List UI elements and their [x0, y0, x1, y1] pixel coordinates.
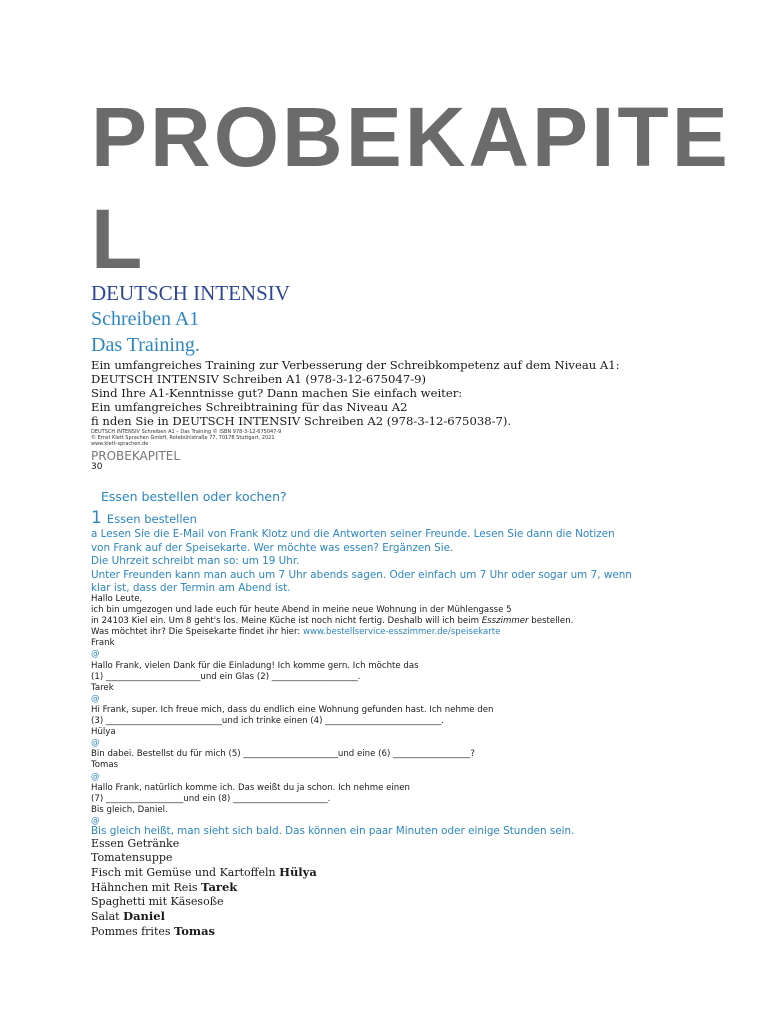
exercise-number: 1 [91, 508, 102, 528]
menu-dish: Spaghetti mit Käsesoße [91, 895, 224, 908]
menu-header: Essen Getränke [91, 837, 180, 850]
closing-note: Bis gleich heißt, man sieht sich bald. Das können ein paar Minuten oder einige Stunden sein. [91, 825, 575, 837]
chapter-title: Essen bestellen oder kochen? [101, 489, 287, 504]
reply-author: Tarek [91, 682, 114, 693]
reply-gap-line: (1) ______________________und ein Glas (2) ____________________. [91, 671, 361, 682]
desc-line: DEUTSCH INTENSIV Schreiben A1 (978-3-12-675047-9) [91, 372, 427, 386]
big-title-line2: L [91, 192, 146, 286]
at-icon: @ [91, 693, 100, 704]
menu-item [91, 851, 711, 865]
email-body [91, 594, 711, 827]
big-title-line1: PROBEKAPITE [91, 90, 731, 184]
at-icon: @ [91, 815, 100, 826]
menu-person: Hülya [279, 865, 317, 879]
at-icon: @ [91, 771, 100, 782]
subtitle2: Das Training. [91, 334, 200, 356]
desc-line: fi nden Sie in DEUTSCH INTENSIV Schreiben A2 (978-3-12-675038-7). [91, 414, 512, 428]
menu-notes [91, 837, 711, 939]
reply-gap-line: (3) ___________________________und ich trinke einen (4) ___________________________. [91, 716, 444, 727]
instructions [91, 528, 711, 596]
menu-dish: Hähnchen mit Reis [91, 881, 201, 894]
page-number: 30 [91, 462, 103, 472]
menu-link[interactable]: www.bestellservice-esszimmer.de/speisekarte [302, 627, 501, 638]
subtitle: Schreiben A1 [91, 308, 200, 330]
fine-print [91, 429, 711, 447]
menu-person: Tarek [200, 880, 238, 894]
menu-item [91, 924, 711, 939]
menu-dish: Fisch mit Gemüse und Kartoffeln [91, 866, 280, 879]
menu-item [91, 895, 711, 909]
email-line: ich bin umgezogen und lade euch für heute Abend in meine neue Wohnung in der Mühlengasse 5 [91, 605, 512, 616]
email-text: Was möchtet ihr? Die Speisekarte findet ihr hier: [91, 627, 303, 638]
exercise-title: Essen bestellen [106, 512, 197, 526]
reply-line: Hi Frank, super. Ich freue mich, dass du endlich eine Wohnung gefunden hast. Ich nehme den [91, 704, 494, 715]
desc-line: Ein umfangreiches Training zur Verbesserung der Schreibkompetenz auf dem Niveau A1: [91, 358, 620, 372]
reply-gap-line: Bin dabei. Bestellst du für mich (5) ______________________und eine (6) __________________? [91, 749, 475, 760]
cover-description [91, 358, 711, 428]
email-emphasis: Esszimmer [481, 616, 529, 627]
email-line: Hallo Leute, [91, 594, 143, 604]
series-title: DEUTSCH INTENSIV [91, 281, 290, 305]
menu-dish: Pommes frites [91, 925, 175, 938]
desc-line: Sind Ihre A1-Kenntnisse gut? Dann machen Sie einfach weiter: [91, 386, 463, 400]
instruction-line: a Lesen Sie die E-Mail von Frank Klotz und die Antworten seiner Freunde. Lesen Sie dann die Notizen [91, 528, 615, 540]
instruction-line: Die Uhrzeit schreibt man so: um 19 Uhr. [91, 555, 300, 568]
email-line [91, 627, 711, 638]
reply-author: Bis gleich, Daniel. [91, 804, 168, 815]
menu-item [91, 909, 711, 924]
menu-item [91, 865, 711, 880]
exercise-heading [91, 508, 711, 529]
menu-person: Tomas [174, 924, 216, 938]
reply-line: Hallo Frank, vielen Dank für die Einladung! Ich komme gern. Ich möchte das [91, 660, 419, 671]
fine-print-line: © Ernst Klett Sprachen GmbH, Rotebühlstraße 77, 70178 Stuttgart, 2021 [91, 435, 275, 441]
reply-author: Hülya [91, 727, 116, 738]
email-signature: Frank [91, 638, 115, 649]
instruction-line: Unter Freunden kann man auch um 7 Uhr abends sagen. Oder einfach um 7 Uhr oder sogar um 7, wenn [91, 568, 632, 581]
cover-big-title [91, 86, 731, 290]
desc-line: Ein umfangreiches Schreibtraining für das Niveau A2 [91, 400, 408, 414]
instruction-line: klar ist, dass der Termin am Abend ist. [91, 582, 291, 595]
menu-item [91, 880, 711, 895]
email-text: in 24103 Kiel ein. Um 8 geht's los. Meine Küche ist noch nicht fertig. Deshalb will ich beim [91, 616, 482, 627]
instruction-line: von Frank auf der Speisekarte. Wer möchte was essen? Ergänzen Sie. [91, 541, 454, 554]
reply-line: Hallo Frank, natürlich komme ich. Das weißt du ja schon. Ich nehme einen [91, 782, 410, 793]
email-line [91, 616, 711, 627]
menu-dish: Tomatensuppe [91, 851, 173, 864]
fine-print-line: DEUTSCH INTENSIV Schreiben A1 – Das Training © ISBN 978-3-12-675047-9 [91, 429, 282, 435]
menu-dish: Salat [91, 910, 124, 923]
reply-gap-line: (7) __________________und ein (8) ______________________. [91, 793, 331, 804]
at-icon: @ [91, 738, 100, 749]
probekapitel-label: PROBEKAPITEL [91, 449, 181, 463]
fine-print-line: www.klett-sprachen.de [91, 441, 149, 447]
menu-person: Daniel [123, 909, 165, 923]
reply-author: Tomas [91, 760, 119, 771]
at-icon: @ [91, 649, 100, 660]
email-text: bestellen. [528, 616, 574, 627]
